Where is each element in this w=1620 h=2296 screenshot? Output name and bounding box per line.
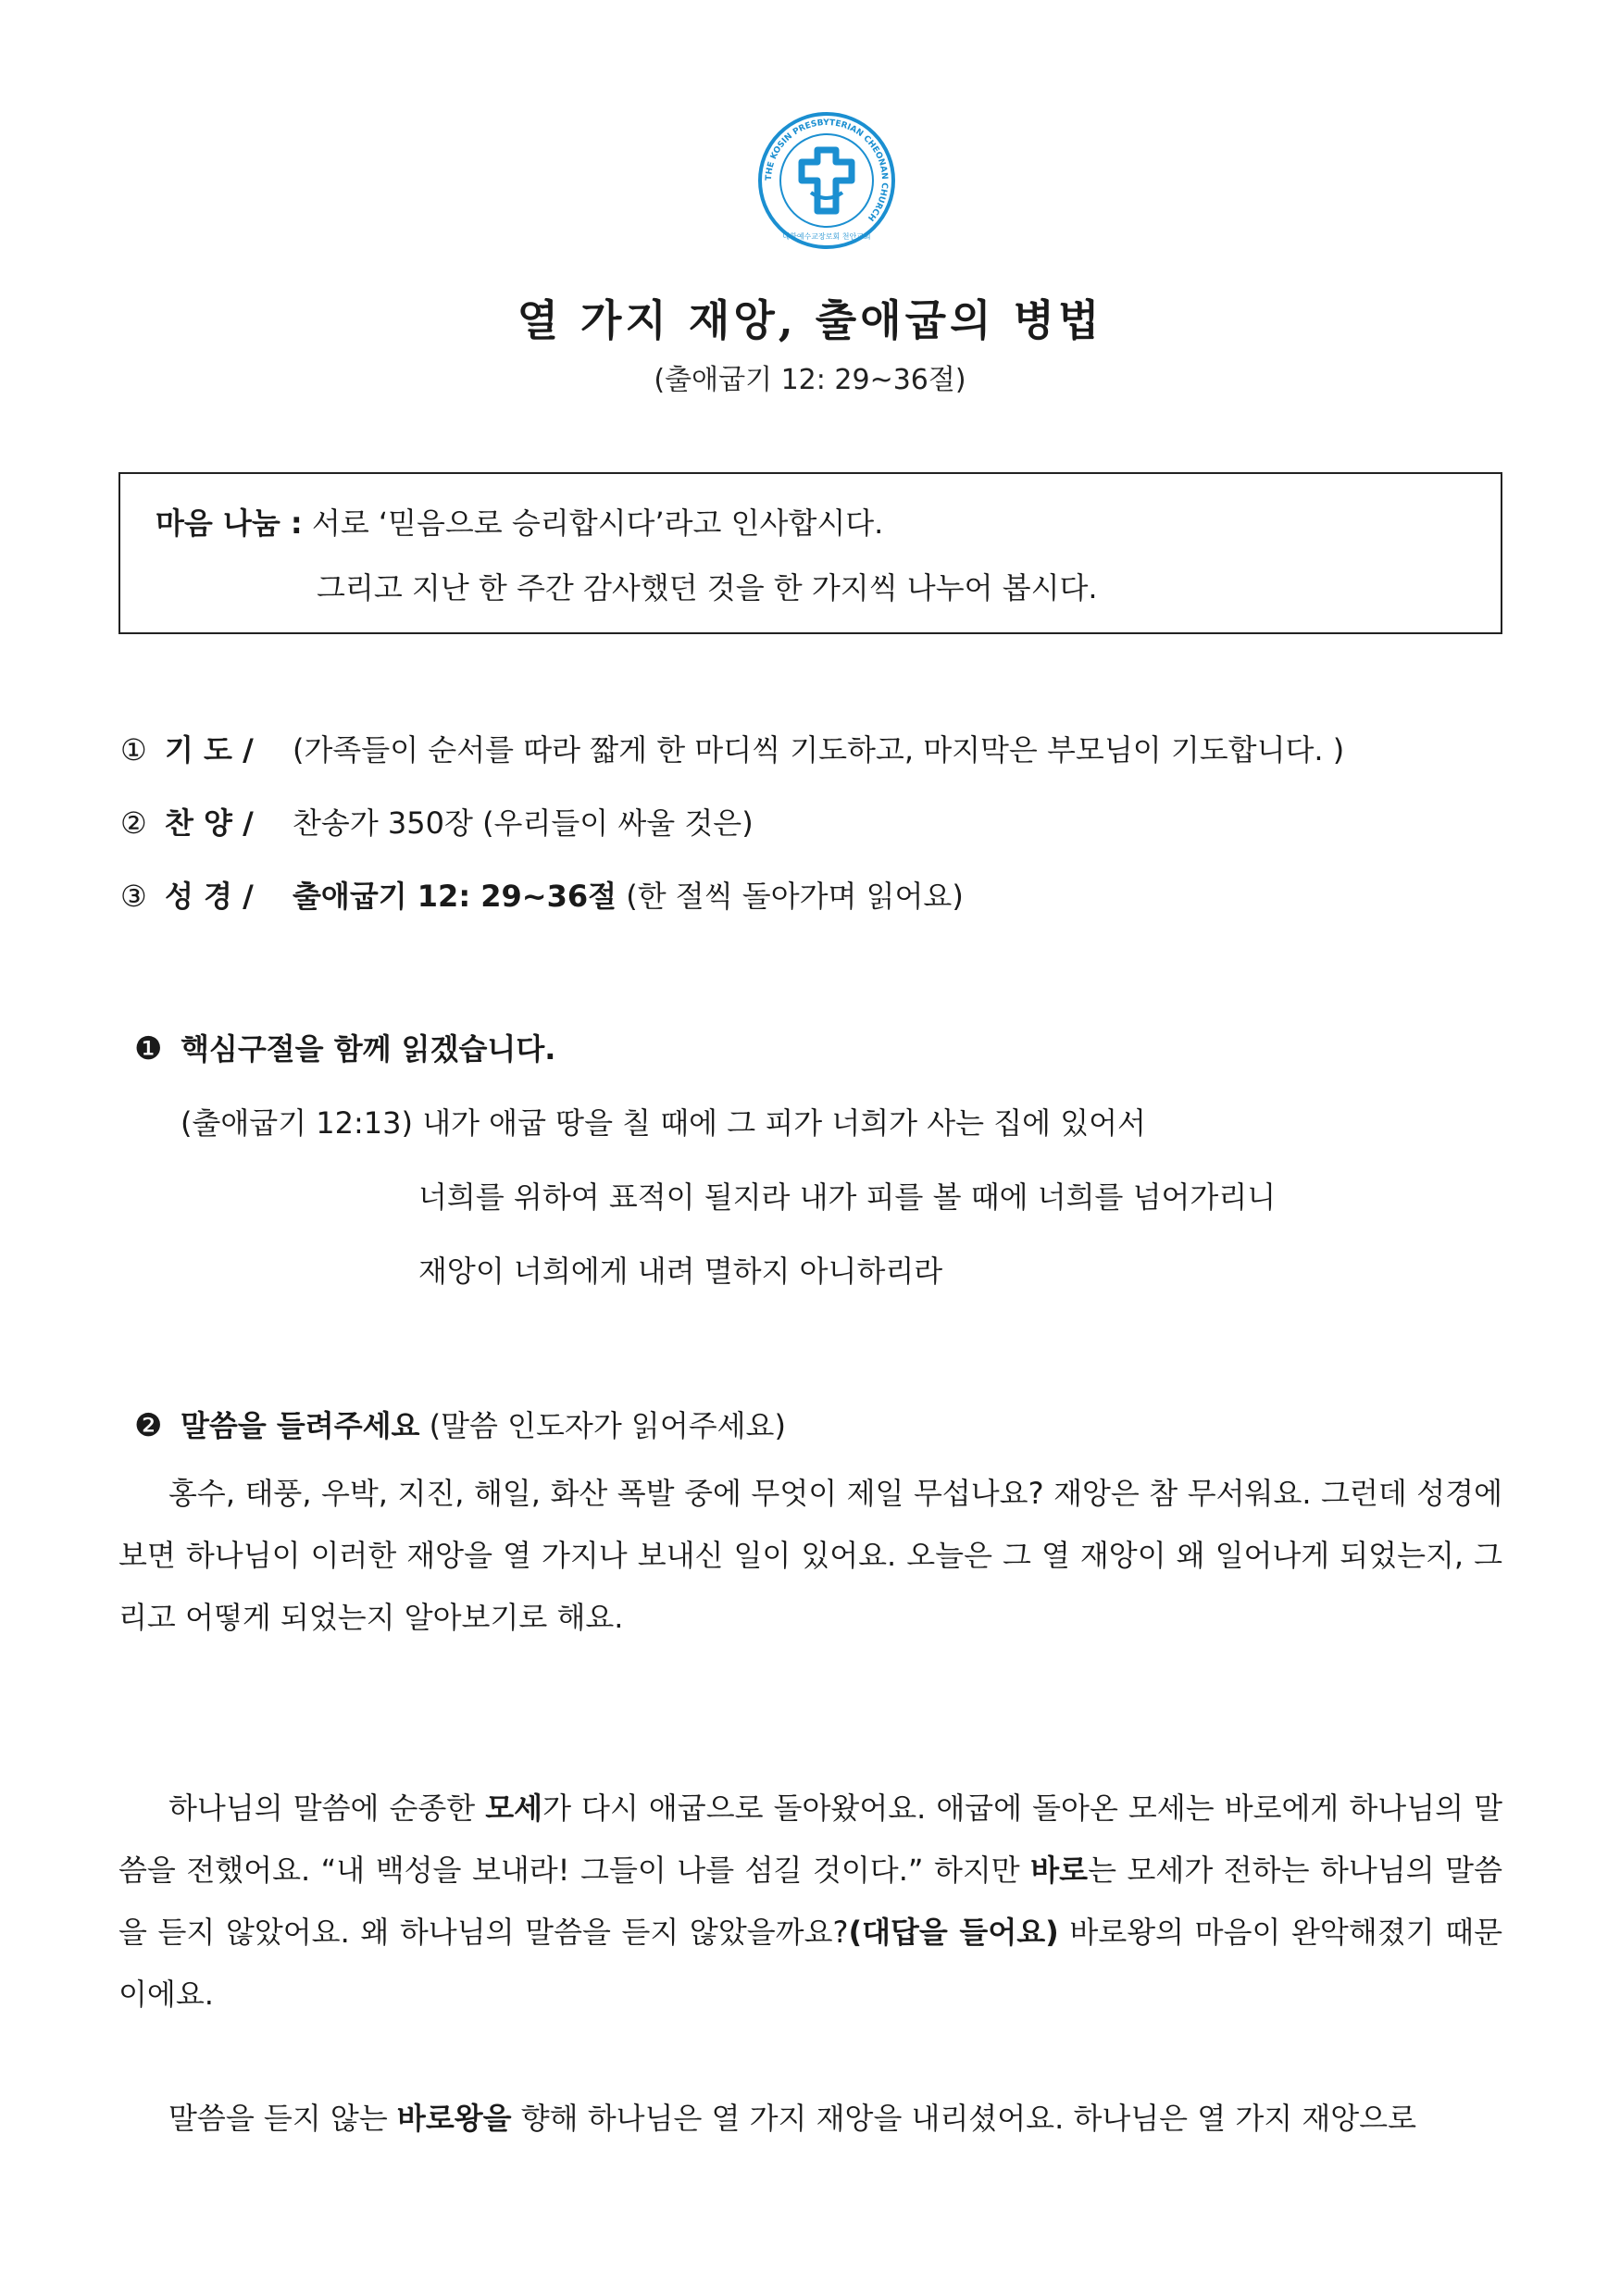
name-pharaoh: 바로 [1030, 1853, 1089, 1888]
page-title: 열 가지 재앙, 출애굽의 병법 [517, 295, 1103, 345]
message-paragraph-2: 하나님의 말씀에 순종한 모세가 다시 애굽으로 돌아왔어요. 애굽에 돌아온 모세는 바로에게 하나님의 말씀을 전했어요. “내 백성을 보내라! 그들이 나를 섬길 것이다.” 하지만 바로는 모세가 전하는 하나님의 말씀을 듣지 않았어요. 왜 하나님의 말씀을 듣지 않았을까요?(대답을 들어요) 바로왕의 마음이 완악해졌기 때문이에요. [118, 1791, 1502, 2012]
order-item-praise: ② 찬 양 / 찬송가 350장 (우리들이 싸울 것은) [120, 805, 754, 841]
scripture-reference: (출애굽기 12: 29~36절) [654, 364, 966, 396]
cross-icon [802, 150, 852, 211]
svg-text:THE KOSIN PRESBYTERIAN CHEONAN: THE KOSIN PRESBYTERIAN CHEONAN CHURCH [764, 118, 890, 223]
message-paragraph-3: 말씀을 듣지 않는 바로왕을 향해 하나님은 열 가지 재앙을 내리셨어요. 하나님은 열 가지 재앙으로 [168, 2101, 1416, 2136]
name-moses: 모세 [485, 1791, 543, 1826]
message-paragraph-1: 홍수, 태풍, 우박, 지진, 해일, 화산 폭발 중에 무엇이 제일 무섭나요? 재앙은 참 무서워요. 그런데 성경에 보면 하나님이 이러한 재앙을 열 가지나 보내신 일이 있어요. 오늘은 그 열 재앙이 왜 일어나게 되었는지, 그리고 어떻게 되었는지 알아보기로 해요. [118, 1476, 1502, 1635]
share-line-1 [156, 500, 883, 543]
section-key-verse-heading: ❶ 핵심구절을 함께 읽겠습니다. [134, 1030, 556, 1067]
section-message-heading: ❷ 말씀을 들려주세요 (말씀 인도자가 읽어주세요) [134, 1407, 786, 1444]
order-item-scripture: ③ 성 경 / 출애굽기 12: 29~36절 (한 절씩 돌아가며 읽어요) [120, 879, 964, 914]
key-verse-line-2: 너희를 위하여 표적이 될지라 내가 피를 볼 때에 너희를 넘어가리니 [418, 1179, 1277, 1215]
share-text-1: 서로 ‘믿음으로 승리합시다’라고 인사합시다. [302, 505, 884, 541]
order-item-prayer: ① 기 도 / (가족들이 순서를 따라 짧게 한 마디씩 기도하고, 마지막은 부모님이 기도합니다. ) [120, 732, 1345, 767]
share-label: 마음 나눔 : [156, 505, 303, 541]
svg-text:대한예수교장로회 천안교회: 대한예수교장로회 천안교회 [782, 232, 871, 241]
name-pharaoh-king: 바로왕을 [396, 2101, 512, 2136]
verse-reference: (출애굽기 12:13) [181, 1105, 414, 1141]
church-logo [757, 111, 896, 250]
share-line-2: 그리고 지난 한 주간 감사했던 것을 한 가지씩 나누어 봅시다. [317, 570, 1098, 605]
answer-prompt: (대답을 들어요) [848, 1915, 1059, 1950]
key-verse-line-3: 재앙이 너희에게 내려 멸하지 아니하리라 [418, 1254, 943, 1289]
number-1-icon: ❶ [134, 1030, 163, 1067]
number-2-icon: ❷ [134, 1407, 163, 1444]
key-verse-line-1: (출애굽기 12:13) 내가 애굽 땅을 칠 때에 그 피가 너희가 사는 집에 있어서 [181, 1105, 1146, 1141]
heart-sharing-box [118, 472, 1502, 634]
